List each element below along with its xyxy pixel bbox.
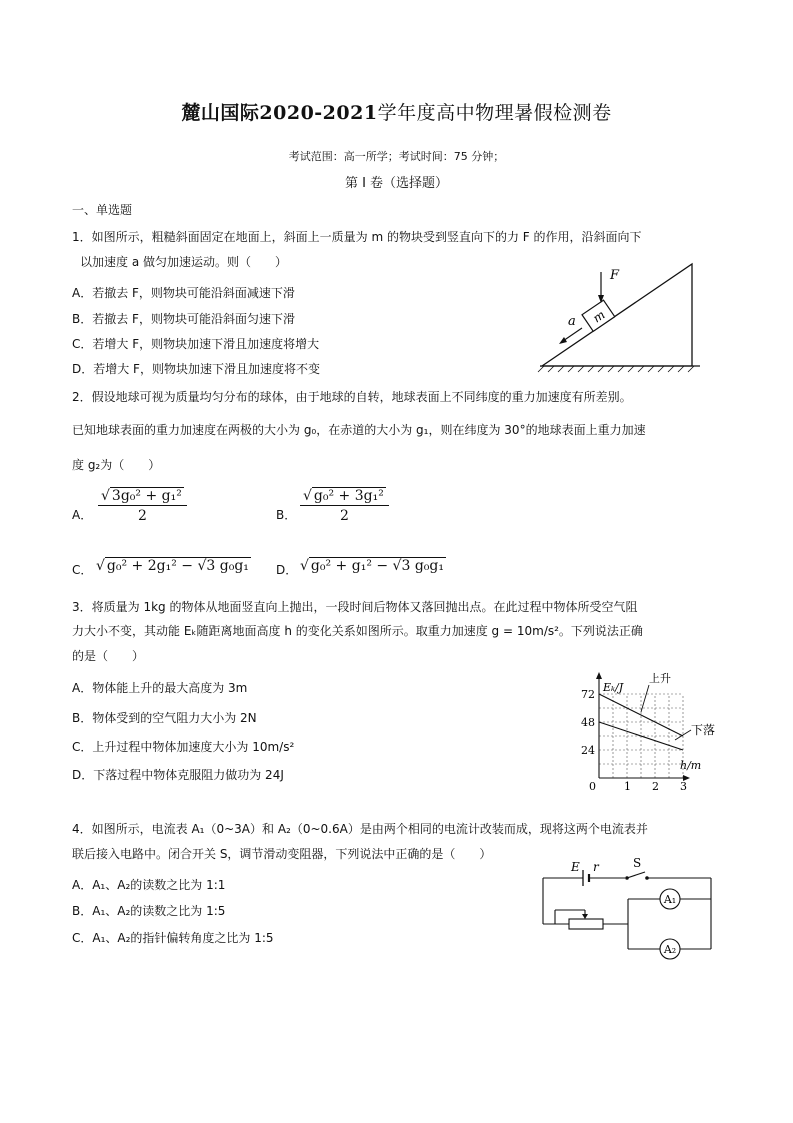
q2-option-c: √ g₀² + 2g₁² − √3 g₀g₁	[96, 558, 249, 574]
q4-option-a: A．A₁、A₂的读数之比为 1:1	[72, 878, 226, 892]
q2-option-a: $\frac{\text{√ 3g₀² + g₁²}}{2}$	[98, 488, 187, 524]
q2-line1: 2．假设地球可视为质量均匀分布的球体，由于地球的自转，地球表面上不同纬度的重力加速度有所差别。	[72, 390, 632, 404]
rheostat	[569, 919, 603, 929]
paper-title	[0, 98, 793, 125]
q1-line2: 以加速度 a 做匀加速运动。则（ ）	[80, 255, 287, 269]
title-bold: 麓山国际2020-2021	[181, 102, 378, 124]
ground-hatch	[538, 366, 694, 372]
x-tick-2: 2	[652, 780, 659, 790]
q3-line3: 的是（ ）	[72, 649, 145, 663]
q4-line2: 联后接入电路中。闭合开关 S，调节滑动变阻器，下列说法中正确的是（ ）	[72, 847, 492, 861]
q2-b-numerator: g₀² + 3g₁²	[313, 488, 384, 504]
legend-up: 上升	[649, 672, 671, 685]
q2-a-denominator: 2	[137, 508, 147, 524]
q1-option-a: A．若撤去 F，则物块可能沿斜面减速下滑	[72, 286, 295, 300]
part-title: 第 I 卷（选择题）	[344, 176, 449, 191]
q3-option-d: D．下落过程中物体克服阻力做功为 24J	[72, 768, 284, 782]
q2-b-denominator: 2	[339, 508, 349, 524]
y-tick-72: 72	[581, 688, 595, 701]
q3-option-c: C．上升过程中物体加速度大小为 10m/s²	[72, 740, 295, 754]
q2-label-b: B．	[276, 508, 297, 522]
q1-option-d: D．若增大 F，则物块加速下滑且加速度将不变	[72, 362, 320, 376]
accel-arrow-head	[559, 337, 567, 344]
emf-label: E	[571, 860, 580, 874]
q2-option-d: √ g₀² + g₁² − √3 g₀g₁	[300, 558, 444, 574]
y-axis-label: Eₖ/J	[603, 681, 624, 694]
q2-line3: 度 g₂为（ ）	[72, 458, 161, 472]
q2-d-expr: g₀² + g₁² − √3 g₀g₁	[310, 558, 444, 574]
y-tick-48: 48	[581, 716, 595, 729]
q4-option-b: B．A₁、A₂的读数之比为 1:5	[72, 904, 226, 918]
q2-label-a: A．	[72, 508, 93, 522]
q2-option-b: $\frac{\text{√ g₀² + 3g₁²}}{2}$	[300, 488, 389, 524]
internal-resistance-label: r	[593, 860, 599, 874]
q1-option-b: B．若撤去 F，则物块可能沿斜面匀速下滑	[72, 312, 295, 326]
q3-line1: 3．将质量为 1kg 的物体从地面竖直向上抛出，一段时间后物体又落回抛出点。在此过程中物体所受空气阻	[72, 600, 638, 614]
legend-down: 下落	[691, 723, 716, 737]
y-tick-24: 24	[581, 744, 595, 757]
q4-option-c: C．A₁、A₂的指针偏转角度之比为 1:5	[72, 931, 274, 945]
q2-label-d: D．	[276, 563, 298, 577]
q1-option-c: C．若增大 F，则物块加速下滑且加速度将增大	[72, 337, 320, 351]
q2-a-numerator: 3g₀² + g₁²	[111, 488, 182, 504]
x-axis-label: h/m	[680, 759, 702, 772]
q2-label-c: C．	[72, 563, 93, 577]
ek-h-chart	[575, 668, 725, 790]
ammeter-a2-label: A₂	[663, 943, 677, 956]
switch-label: S	[633, 856, 642, 870]
section-label: 一、单选题	[72, 203, 133, 217]
x-tick-1: 1	[624, 780, 631, 790]
incline-figure	[530, 258, 720, 378]
q3-option-b: B．物体受到的空气阻力大小为 2N	[72, 711, 257, 725]
force-label: F	[610, 268, 620, 283]
switch-blade	[627, 872, 645, 878]
q3-line2: 力大小不变，其动能 Eₖ随距离地面高度 h 的变化关系如图所示。取重力加速度 g = 10m/s²。下列说法正确	[72, 624, 643, 638]
accel-arrow-line	[563, 328, 582, 341]
x-tick-0: 0	[589, 780, 596, 790]
exam-info: 考试范围：高一所学；考试时间：75 分钟；	[288, 150, 505, 163]
q2-line2: 已知地球表面的重力加速度在两极的大小为 g₀，在赤道的大小为 g₁，则在纬度为 30°的地球表面上重力加速	[72, 423, 646, 437]
q1-line1: 1．如图所示，粗糙斜面固定在地面上，斜面上一质量为 m 的物块受到竖直向下的力 F 的作用，沿斜面向下	[72, 230, 642, 244]
title-rest: 学年度高中物理暑假检测卷	[377, 102, 612, 124]
q3-option-a: A．物体能上升的最大高度为 3m	[72, 681, 248, 695]
block-m	[582, 300, 615, 331]
circuit-figure	[535, 852, 725, 972]
block-label: m	[590, 307, 608, 326]
q2-c-expr: g₀² + 2g₁² − √3 g₀g₁	[106, 558, 249, 574]
ammeter-a1-label: A₁	[663, 893, 677, 906]
y-axis-arrow	[596, 672, 602, 679]
x-tick-3: 3	[680, 780, 687, 790]
legend-down-pointer	[675, 730, 691, 740]
q4-line1: 4．如图所示，电流表 A₁（0~3A）和 A₂（0~0.6A）是由两个相同的电流计改装而成，现将这两个电流表并	[72, 822, 648, 836]
accel-label: a	[568, 314, 576, 329]
